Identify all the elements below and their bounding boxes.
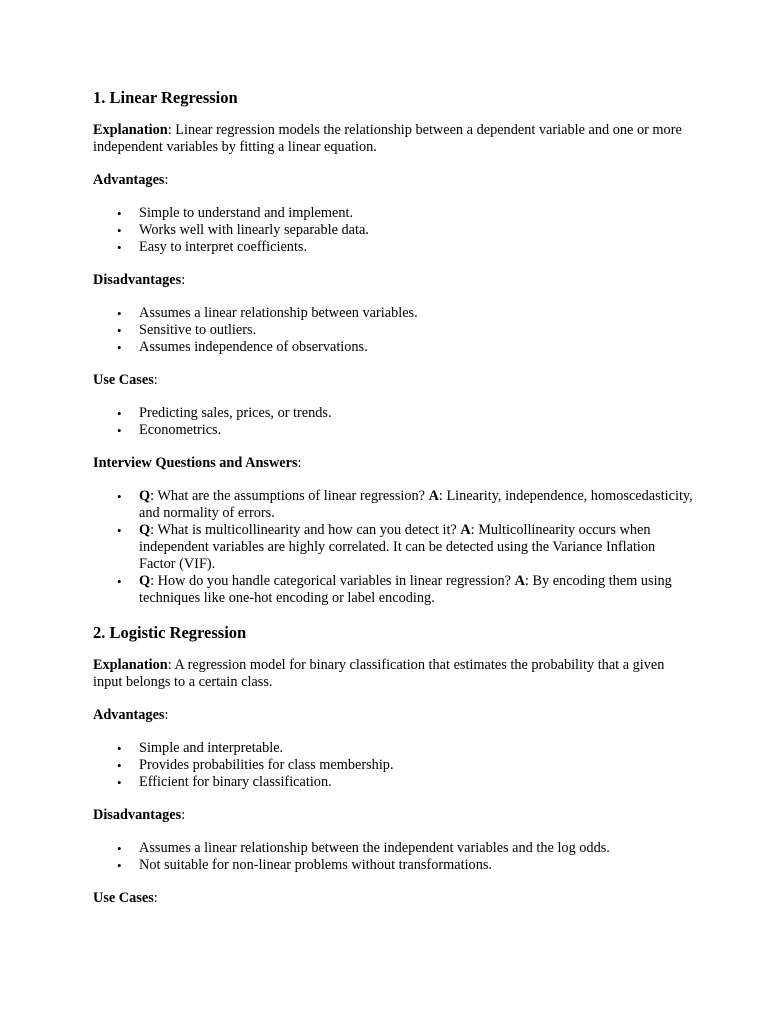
list-item: • Works well with linearly separable data. — [139, 222, 693, 239]
advantages-label: Advantages — [93, 707, 165, 723]
interview-label: Interview Questions and Answers — [93, 455, 298, 471]
a-label: A — [460, 522, 471, 538]
list-item: • Assumes a linear relationship between the independent variables and the log odds. — [139, 840, 693, 857]
linear-advantages-heading — [93, 172, 693, 189]
logistic-disadvantages-heading — [93, 807, 693, 824]
logistic-advantages-list — [93, 740, 693, 791]
linear-disadvantages-heading — [93, 272, 693, 289]
qa-item — [139, 573, 693, 607]
explanation-text: : Linear regression models the relationship between a dependent variable and one or more independent variables by fitting a linear equation. — [93, 122, 682, 155]
answer-text: : Multicollinearity occurs when independent variables are highly correlated. It can be detected using the Variance Inflation Factor (VIF). — [139, 522, 656, 572]
explanation-text: : A regression model for binary classification that estimates the probability that a given input belongs to a certain class. — [93, 657, 665, 690]
linear-use-cases-list — [93, 405, 693, 439]
list-item: • Not suitable for non-linear problems without transformations. — [139, 857, 693, 874]
colon: : — [181, 807, 186, 823]
list-item: • Easy to interpret coefficients. — [139, 239, 693, 256]
list-item: • Provides probabilities for class membership. — [139, 757, 693, 774]
logistic-explanation — [93, 657, 693, 691]
linear-disadvantages-list — [93, 305, 693, 356]
q-label: Q — [139, 488, 151, 504]
list-item: • Assumes a linear relationship between variables. — [139, 305, 693, 322]
a-label: A — [428, 488, 439, 504]
section-title-logistic-regression: 2. Logistic Regression — [93, 623, 247, 642]
linear-advantages-list — [93, 205, 693, 256]
colon: : — [297, 455, 302, 471]
disadvantages-label: Disadvantages — [93, 807, 182, 823]
list-item: • Simple and interpretable. — [139, 740, 693, 757]
colon: : — [164, 172, 169, 188]
linear-use-cases-heading — [93, 372, 693, 389]
colon: : — [153, 890, 158, 906]
explanation-label: Explanation — [93, 657, 168, 673]
linear-explanation — [93, 122, 693, 156]
list-item: • Simple to understand and implement. — [139, 205, 693, 222]
use-cases-label: Use Cases — [93, 890, 154, 906]
q-label: Q — [139, 573, 151, 589]
list-item: • Efficient for binary classification. — [139, 774, 693, 791]
qa-item — [139, 488, 693, 522]
advantages-label: Advantages — [93, 172, 165, 188]
q-label: Q — [139, 522, 151, 538]
logistic-disadvantages-list — [93, 840, 693, 874]
list-item: • Econometrics. — [139, 422, 693, 439]
colon: : — [164, 707, 169, 723]
explanation-label: Explanation — [93, 122, 168, 138]
answer-text: : Linearity, independence, homoscedasticity, and normality of errors. — [139, 488, 693, 521]
colon: : — [153, 372, 158, 388]
linear-interview-list — [93, 488, 693, 607]
list-item: • Sensitive to outliers. — [139, 322, 693, 339]
logistic-advantages-heading — [93, 707, 693, 724]
answer-text: : By encoding them using techniques like one-hot encoding or label encoding. — [139, 573, 672, 606]
logistic-use-cases-heading — [93, 890, 693, 907]
question-text: : What is multicollinearity and how can you detect it? — [150, 522, 461, 538]
use-cases-label: Use Cases — [93, 372, 154, 388]
disadvantages-label: Disadvantages — [93, 272, 182, 288]
a-label: A — [514, 573, 525, 589]
qa-item — [139, 522, 693, 573]
list-item: • Predicting sales, prices, or trends. — [139, 405, 693, 422]
document-page — [93, 88, 693, 923]
question-text: : How do you handle categorical variables in linear regression? — [150, 573, 515, 589]
section-title-linear-regression: 1. Linear Regression — [93, 88, 238, 107]
colon: : — [181, 272, 186, 288]
list-item: • Assumes independence of observations. — [139, 339, 693, 356]
linear-interview-heading — [93, 455, 693, 472]
question-text: : What are the assumptions of linear regression? — [150, 488, 429, 504]
